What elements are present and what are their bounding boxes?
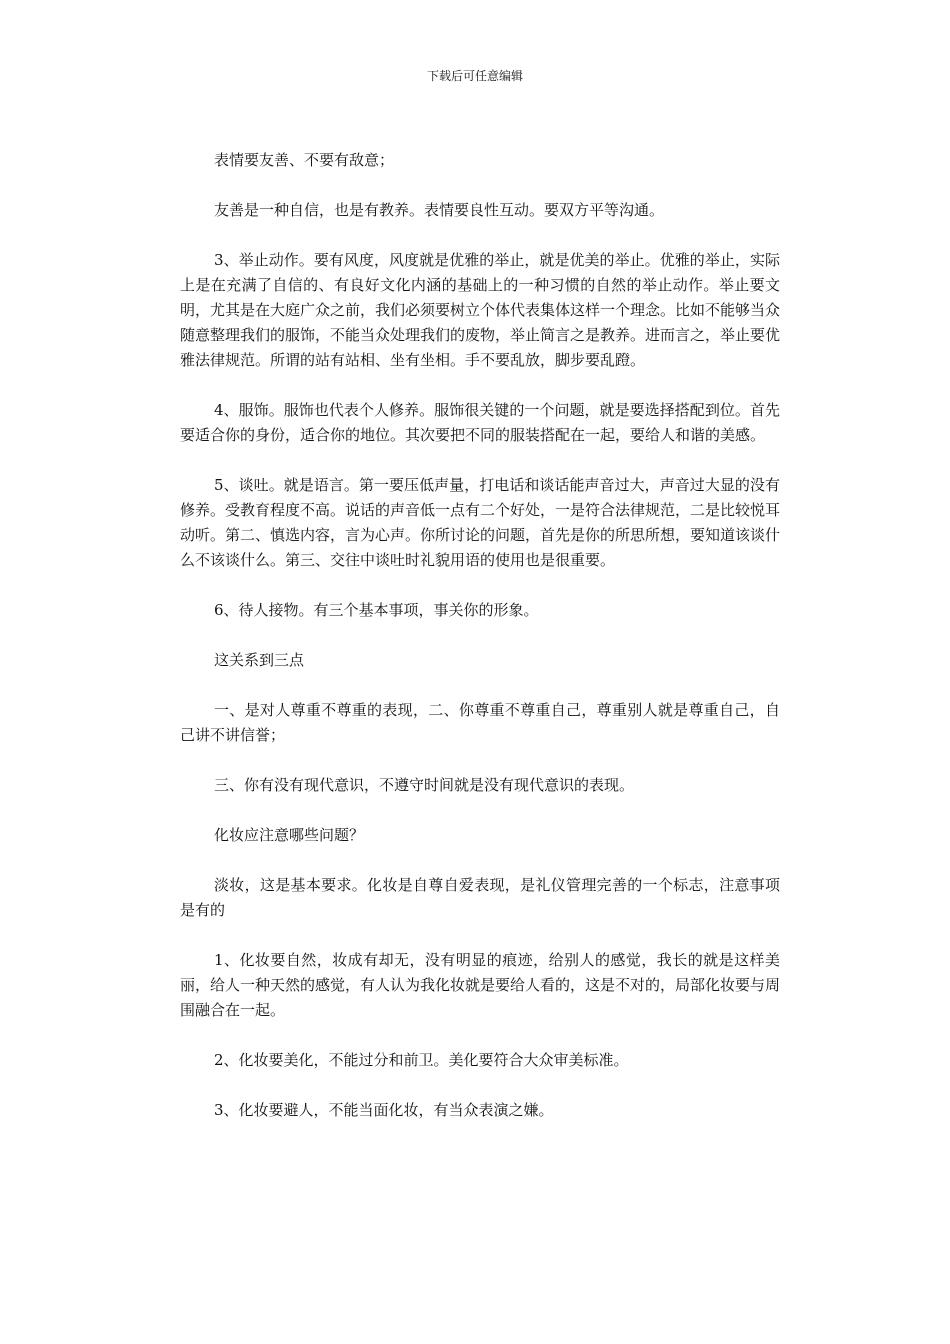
paragraph-respect: 一、是对人尊重不尊重的表现，二、你尊重不尊重自己，尊重别人就是尊重自己，自己讲不讲信誉；	[180, 701, 780, 744]
paragraph-three-points: 这关系到三点	[214, 651, 305, 669]
paragraph-expression: 表情要友善、不要有敌意；	[214, 151, 395, 169]
paragraph-treating-people: 6、待人接物。有三个基本事项，事关你的形象。	[214, 601, 539, 619]
paragraph-speech: 5、谈吐。就是语言。第一要压低声量，打电话和谈话能声音过大，声音过大显的没有修养。受教育程度不高。说话的声音低一点有二个好处，一是符合法律规范，二是比较悦耳动听。第二、慎选内容，言为心声。你所讨论的问题，首先是你的所思所想，要知道该谈什么不该谈什么。第三、交往中谈吐时礼貌用语的使用也是很重要。	[180, 476, 781, 569]
paragraph-attire: 4、服饰。服饰也代表个人修养。服饰很关键的一个问题，就是要选择搭配到位。首先要适合你的身份，适合你的地位。其次要把不同的服装搭配在一起，要给人和谐的美感。	[180, 401, 780, 444]
paragraph-modern-awareness: 三、你有没有现代意识，不遵守时间就是没有现代意识的表现。	[214, 776, 635, 794]
paragraph-makeup-beautify: 2、化妆要美化，不能过分和前卫。美化要符合大众审美标准。	[214, 1051, 629, 1069]
paragraph-light-makeup: 淡妆，这是基本要求。化妆是自尊自爱表现，是礼仪管理完善的一个标志，注意事项是有的	[180, 876, 780, 919]
paragraph-makeup-private: 3、化妆要避人，不能当面化妆，有当众表演之嫌。	[214, 1101, 554, 1119]
page-header: 下载后可任意编辑	[426, 69, 523, 83]
paragraph-makeup-question: 化妆应注意哪些问题？	[214, 826, 365, 844]
document-body	[180, 148, 780, 1148]
paragraph-demeanor: 3、举止动作。要有风度，风度就是优雅的举止，就是优美的举止。优雅的举止，实际上是在充满了自信的、有良好文化内涵的基础上的一种习惯的自然的举止动作。举止要文明，尤其是在大庭广众之前，我们必须要树立个体代表集体这样一个理念。比如不能够当众随意整理我们的服饰，不能当众处理我们的废物，举止简言之是教养。进而言之，举止要优雅法律规范。所谓的站有站相、坐有坐相。手不要乱放，脚步要乱蹬。	[180, 251, 781, 369]
paragraph-makeup-natural: 1、化妆要自然，妆成有却无，没有明显的痕迹，给别人的感觉，我长的就是这样美丽，给人一种天然的感觉，有人认为我化妆就是要给人看的，这是不对的，局部化妆要与周围融合在一起。	[180, 951, 781, 1019]
paragraph-friendliness: 友善是一种自信，也是有教养。表情要良性互动。要双方平等沟通。	[214, 201, 665, 219]
